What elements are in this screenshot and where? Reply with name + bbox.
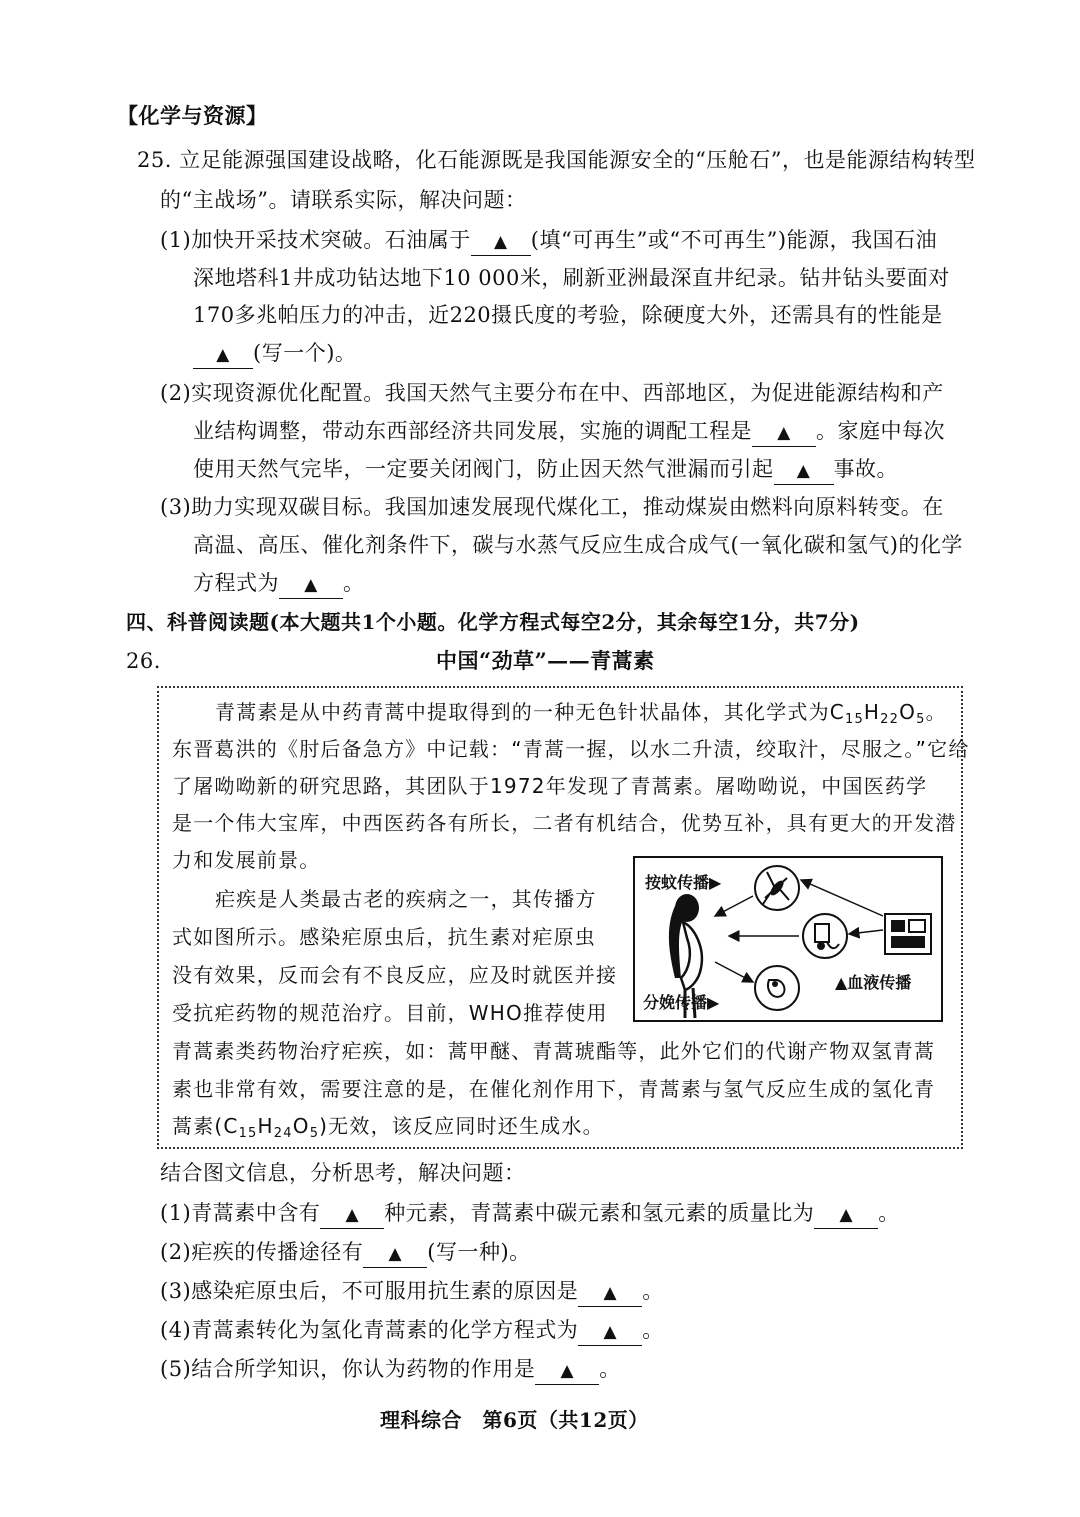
answer-blank[interactable] (193, 340, 253, 369)
q25-part2-line3 (193, 454, 898, 485)
answer-mark: ▲ (493, 232, 508, 252)
q26-sub4 (160, 1315, 664, 1346)
answer-mark: ▲ (560, 1361, 575, 1381)
answer-mark: ▲ (304, 575, 318, 595)
q25-p3-text-c: 方程式为 (193, 571, 279, 595)
q26-intro: 结合图文信息，分析思考，解决问题： (160, 1161, 526, 1185)
passage-line: 没有效果，反而会有不良反应，应及时就医并接 (172, 963, 618, 987)
q26-sub1-text-a: (1)青蒿素中含有 (160, 1201, 321, 1225)
q26-title: 中国“劲草”——青蒿素 (436, 648, 655, 673)
label-blood-transmission: ▲血液传播 (835, 973, 912, 992)
q25-p1-text-b: (填“可再生”或“不可再生”)能源，我国石油 (530, 228, 938, 252)
q26-sub3-text-a: (3)感染疟原虫后，不可服用抗生素的原因是 (160, 1279, 579, 1303)
q25-part2-line2 (193, 416, 945, 447)
answer-blank[interactable] (535, 1356, 599, 1385)
answer-blank[interactable] (774, 456, 834, 485)
q25-p3-text-d: 。 (343, 571, 365, 595)
passage-line: 力和发展前景。 (172, 848, 321, 872)
label-mosquito-transmission: 按蚊传播▶ (645, 873, 722, 892)
q26-number: 26. (126, 649, 161, 673)
q25-part3-line3 (193, 568, 365, 599)
formula-element: O (292, 1114, 310, 1138)
q25-part1-line2: 深地塔科1井成功钻达地下10 000米，刷新亚洲最深直井纪录。钻井钻头要面对 (193, 266, 950, 290)
passage-text: )无效，该反应同时还生成水。 (319, 1114, 604, 1138)
malaria-transmission-figure (633, 856, 943, 1022)
answer-mark: ▲ (796, 461, 811, 481)
q25-part3-line1: (3)助力实现双碳目标。我国加速发展现代煤化工，推动煤炭由燃料向原料转变。在 (160, 495, 944, 519)
label-birth-transmission: 分娩传播▶ (643, 993, 720, 1012)
q25-part1-line3: 170多兆帕压力的冲击，近220摄氏度的考验，除硬度大外，还需具有的性能是 (193, 303, 943, 327)
q26-sub3 (160, 1276, 664, 1307)
answer-blank[interactable] (471, 227, 531, 256)
q26-sub5-text-a: (5)结合所学知识，你认为药物的作用是 (160, 1357, 536, 1381)
q26-sub5 (160, 1354, 621, 1385)
q25-part1-line4 (193, 338, 356, 369)
section-title: 【化学与资源】 (117, 103, 268, 128)
answer-blank[interactable] (320, 1200, 384, 1229)
subscript: 5 (916, 712, 926, 727)
passage-line (215, 697, 947, 727)
passage-line: 是一个伟大宝库，中西医药各有所长，二者有机结合，优势互补，具有更大的开发潜 (172, 811, 957, 835)
answer-blank[interactable] (363, 1239, 427, 1268)
answer-mark: ▲ (345, 1205, 360, 1225)
passage-line: 受抗疟药物的规范治疗。目前，WHO推荐使用 (172, 1001, 608, 1025)
q25-p1-text-a: (1)加快开采技术突破。石油属于 (160, 228, 471, 252)
answer-blank[interactable] (578, 1278, 642, 1307)
q26-sub2-text-a: (2)疟疾的传播途径有 (160, 1240, 364, 1264)
formula-element: O (899, 700, 917, 724)
q26-sub4-text-a: (4)青蒿素转化为氢化青蒿素的化学方程式为 (160, 1318, 579, 1342)
subscript: 15 (238, 1126, 258, 1141)
q25-p2-text-b: 业结构调整，带动东西部经济共同发展，实施的调配工程是 (193, 419, 752, 443)
q26-sub3-text-b: 。 (642, 1279, 664, 1303)
newborn-icon (755, 966, 799, 1010)
subscript: 5 (309, 1126, 320, 1141)
passage-line: 疟疾是人类最古老的疾病之一，其传播方 (215, 887, 597, 911)
passage-line: 素也非常有效，需要注意的是，在催化剂作用下，青蒿素与氢气反应生成的氢化青 (172, 1077, 936, 1101)
passage-line: 了屠呦呦新的研究思路，其团队于1972年发现了青蒿素。屠呦呦说，中国医药学 (172, 774, 928, 798)
passage-text: 。 (925, 700, 947, 724)
subscript: 24 (273, 1126, 293, 1141)
arrow-person-to-baby (715, 962, 753, 982)
q26-sub1-text-c: 。 (878, 1201, 900, 1225)
passage-line: 式如图所示。感染疟原虫后，抗生素对疟原虫 (172, 925, 596, 949)
subscript: 22 (880, 712, 900, 727)
q25-stem-line2: 的“主战场”。请联系实际，解决问题： (160, 188, 527, 212)
section4-title: 四、科普阅读题(本大题共1个小题。化学方程式每空2分，其余每空1分，共7分) (126, 610, 860, 634)
q25-p1-text-e: (写一个)。 (253, 341, 357, 365)
arrow-hospital-to-mosquito (801, 880, 883, 916)
q26-sub2-text-b: (写一种)。 (427, 1240, 531, 1264)
answer-mark: ▲ (603, 1283, 618, 1303)
answer-mark: ▲ (388, 1244, 403, 1264)
answer-blank[interactable] (279, 570, 343, 599)
arrow-hospital-to-blood (849, 930, 883, 934)
page-footer: 理科综合 第6页（共12页） (380, 1408, 649, 1432)
subscript: 15 (844, 712, 864, 727)
q25-stem-line1: 25. 立足能源强国建设战略，化石能源既是我国能源安全的“压舱石”，也是能源结构转型 (137, 148, 976, 172)
answer-mark: ▲ (603, 1322, 618, 1342)
formula-element: H (257, 1114, 274, 1138)
hospital-equipment-icon (885, 914, 931, 954)
q26-sub1-text-b: 种元素，青蒿素中碳元素和氢元素的质量比为 (384, 1201, 815, 1225)
q25-p2-text-d: 使用天然气完毕，一定要关闭阀门，防止因天然气泄漏而引起 (193, 457, 774, 481)
q26-sub2 (160, 1237, 531, 1268)
passage-line: 青蒿素类药物治疗疟疾，如：蒿甲醚、青蒿琥酯等，此外它们的代谢产物双氢青蒿 (172, 1039, 936, 1063)
q25-p2-text-c: 。家庭中每次 (816, 419, 945, 443)
q25-p2-text-e: 事故。 (833, 457, 898, 481)
formula-element: H (863, 700, 881, 724)
passage-text: 蒿素(C (172, 1114, 239, 1138)
answer-mark: ▲ (839, 1205, 854, 1225)
passage-line (172, 1111, 604, 1141)
blood-transfusion-icon (803, 914, 847, 958)
mosquito-icon (755, 866, 799, 910)
q26-sub5-text-b: 。 (599, 1357, 621, 1381)
answer-mark: ▲ (216, 345, 230, 365)
q25-part2-line1: (2)实现资源优化配置。我国天然气主要分布在中、西部地区，为促进能源结构和产 (160, 381, 944, 405)
answer-blank[interactable] (814, 1200, 878, 1229)
q25-part1-line1 (160, 225, 937, 256)
passage-text: 青蒿素是从中药青蒿中提取得到的一种无色针状晶体，其化学式为C (215, 700, 845, 724)
q26-sub4-text-b: 。 (642, 1318, 664, 1342)
q26-sub1 (160, 1198, 900, 1229)
answer-mark: ▲ (777, 423, 791, 443)
passage-line: 东晋葛洪的《肘后备急方》中记载：“青蒿一握，以水二升渍，绞取汁，尽服之。”它给 (172, 737, 970, 761)
answer-blank[interactable] (752, 418, 816, 447)
q25-part3-line2: 高温、高压、催化剂条件下，碳与水蒸气反应生成合成气(一氧化碳和氢气)的化学 (193, 533, 963, 557)
answer-blank[interactable] (578, 1317, 642, 1346)
arrow-mosquito-to-person (715, 896, 753, 916)
